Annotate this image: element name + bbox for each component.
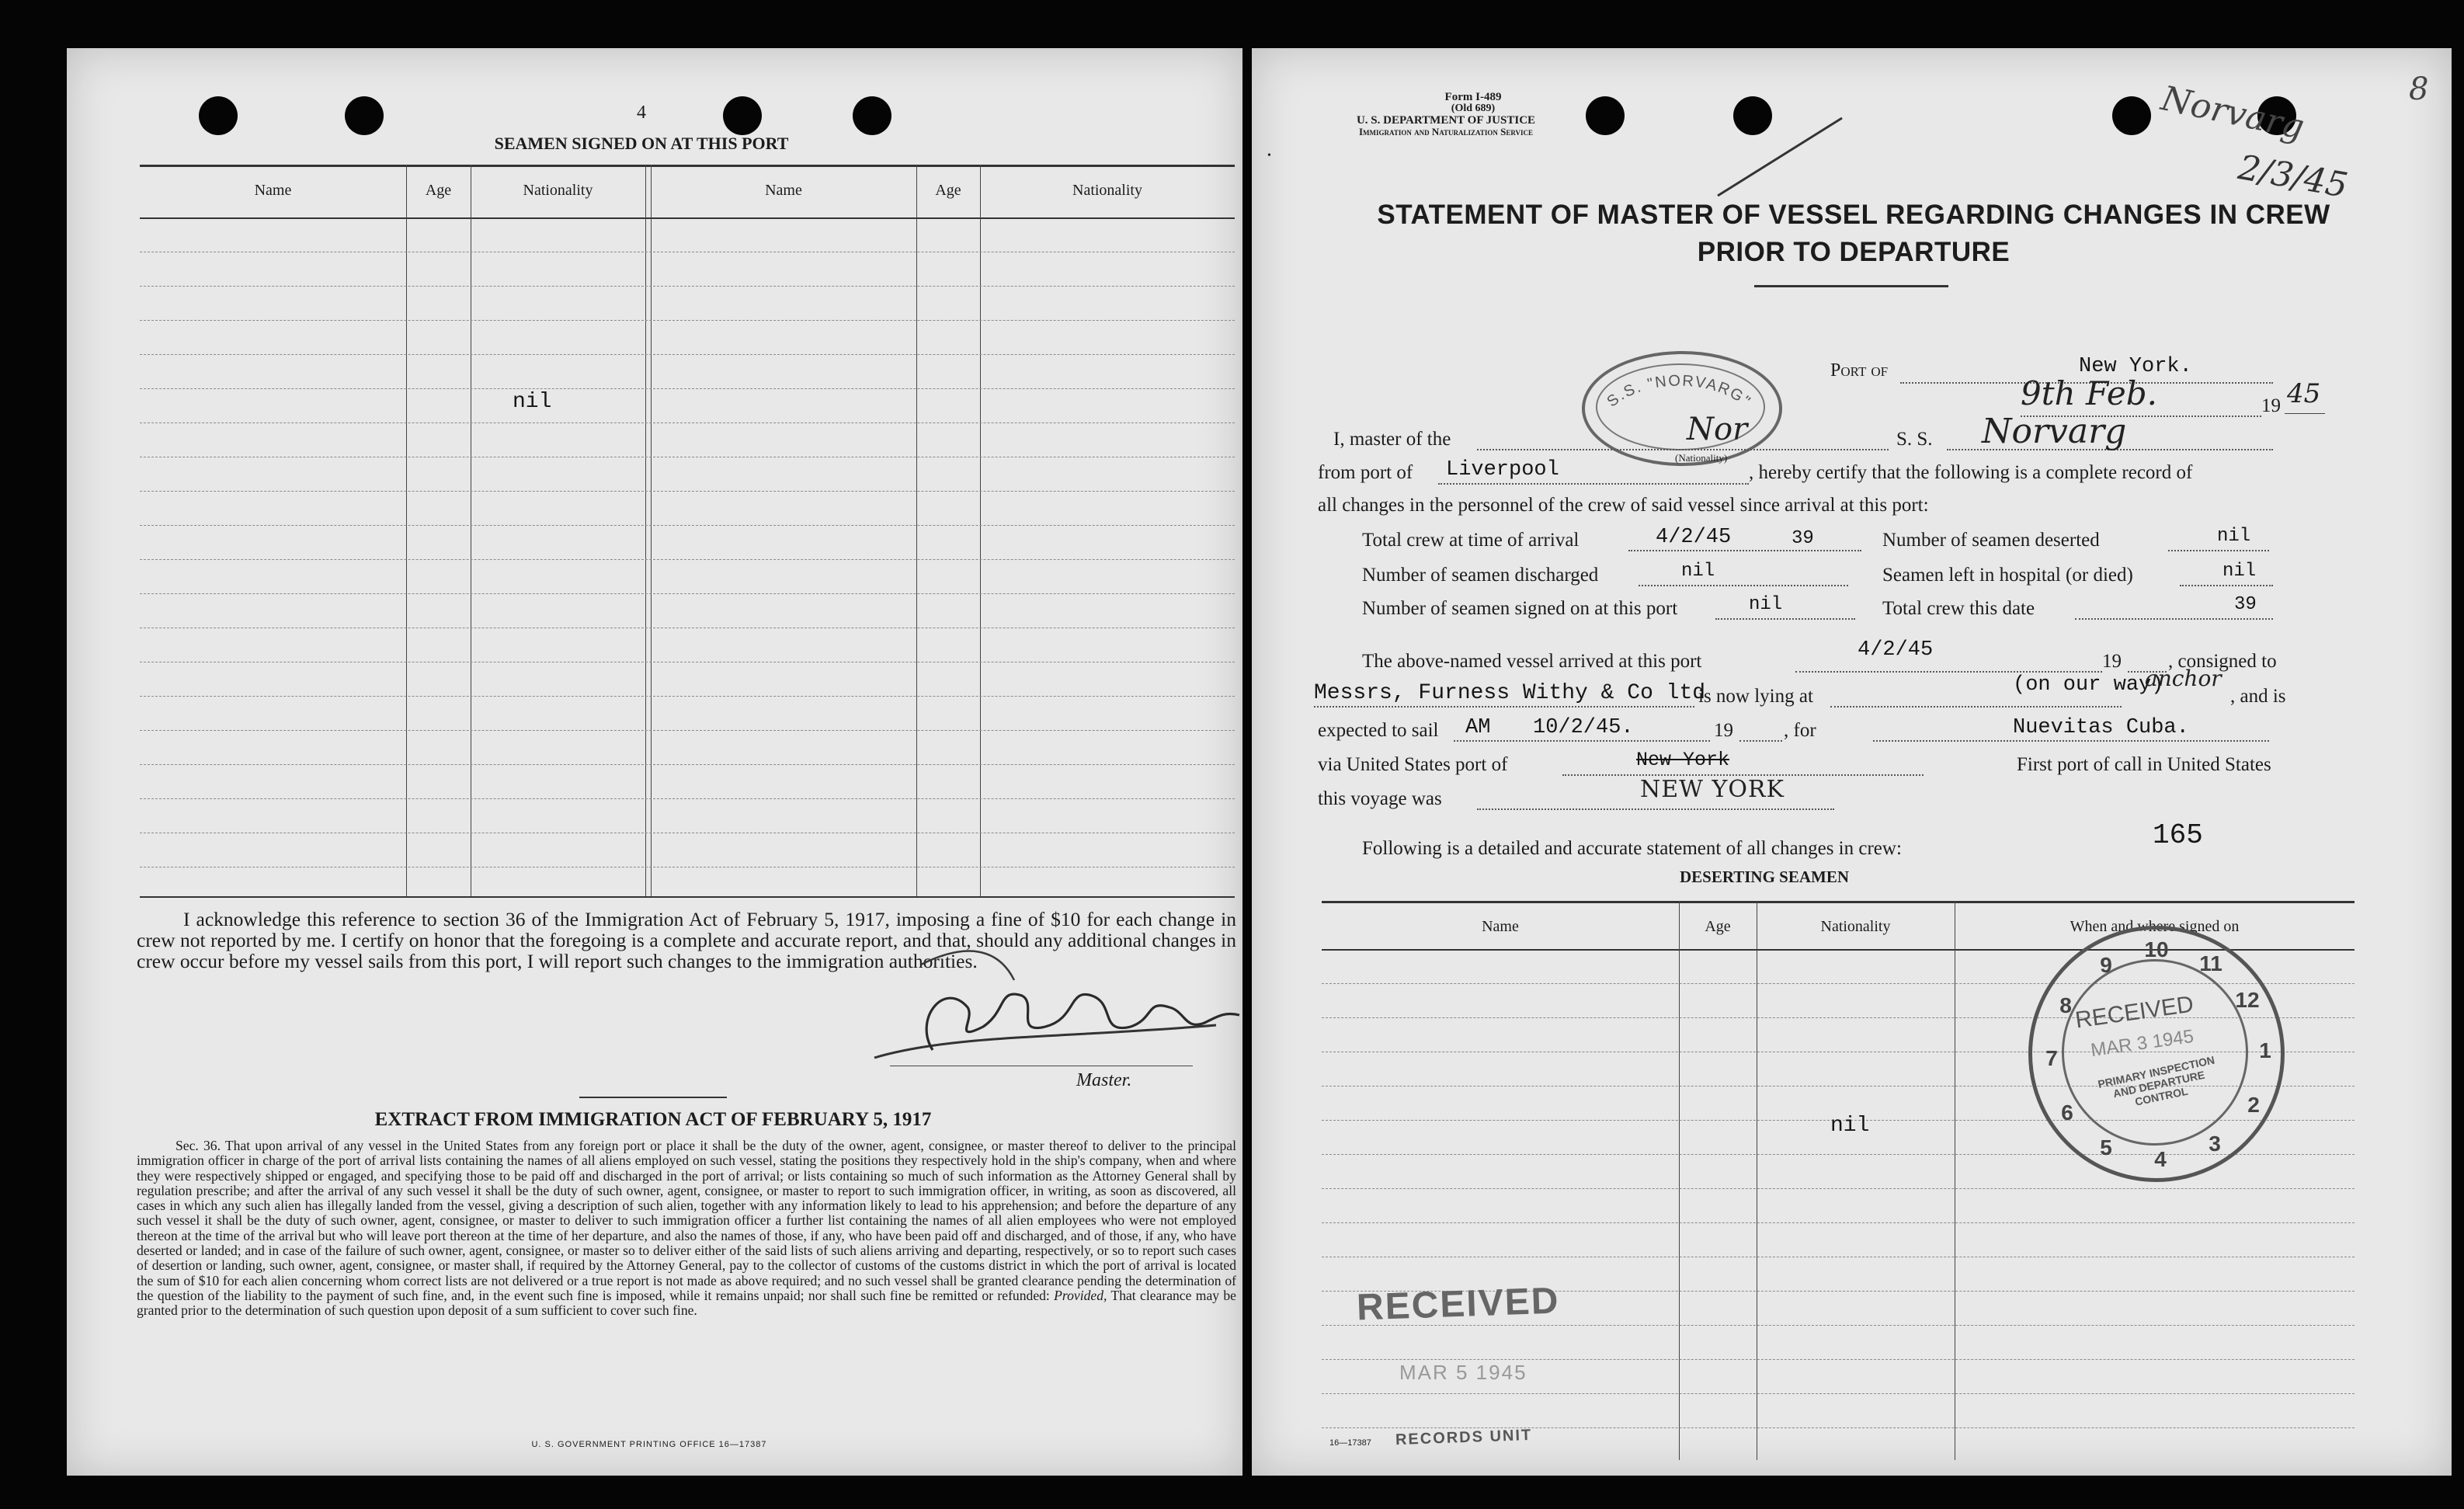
sail-ampm: AM: [1465, 716, 1491, 739]
year-suffix: 45: [2287, 378, 2321, 409]
master-label: Master.: [1076, 1070, 1132, 1090]
pen-stroke: [1702, 110, 1858, 203]
svg-text:S.S. "NORVARG": [1604, 372, 1754, 410]
ring-number: 5: [2100, 1135, 2112, 1160]
form-footer: 16—17387: [1329, 1438, 1371, 1448]
and-is-label: , and is: [2230, 686, 2286, 707]
arrived-date: 4/2/45: [1858, 638, 1934, 662]
discharged-label: Number of seamen discharged: [1362, 565, 1599, 586]
form-old-number: (Old 689): [1451, 103, 1496, 114]
from-port-label: from port of: [1318, 462, 1413, 483]
column-header-age: Age: [1705, 918, 1731, 935]
extract-proviso: Provided,: [1054, 1287, 1107, 1303]
hospital-label: Seamen left in hospital (or died): [1882, 565, 2133, 586]
punch-hole: [199, 96, 238, 135]
master-of-label: I, master of the: [1333, 429, 1451, 450]
sail-label: expected to sail: [1318, 720, 1439, 741]
stamp-ring: [2028, 926, 2285, 1182]
received-stamp-2-unit: PRIMARY INSPECTION AND DEPARTURE CONTROL: [2097, 1053, 2216, 1108]
port-of-value: New York.: [2079, 355, 2192, 378]
voyage-label: this voyage was: [1318, 788, 1442, 809]
lying-at-handwritten: anchor: [2145, 666, 2222, 691]
for-label: , for: [1784, 720, 1816, 741]
corner-note-date: 2/3/45: [2235, 148, 2351, 206]
column-header-name: Name: [254, 182, 292, 199]
serial-number: 165: [2153, 819, 2203, 851]
column-header-nationality: Nationality: [1820, 918, 1891, 935]
deserted-value: nil: [2217, 526, 2251, 547]
first-port-handwritten: NEW YORK: [1640, 776, 1785, 803]
column-header-name: Name: [765, 182, 802, 199]
ring-number: 6: [2061, 1100, 2073, 1125]
punch-hole: [345, 96, 384, 135]
corner-note-vessel: Norvarg: [2157, 78, 2308, 148]
destination-value: Nuevitas Cuba.: [2013, 716, 2189, 739]
port-of-label: Port of: [1830, 360, 1889, 381]
ring-number: 12: [2235, 988, 2260, 1012]
ring-number: 1: [2259, 1038, 2271, 1062]
ring-number: 9: [2100, 953, 2112, 977]
first-port-label: First port of call in United States: [2017, 754, 2271, 775]
extract-text: [137, 1139, 1236, 1319]
extract-tail: That clearance may be granted prior to the determination of such question upon deposit of a sum sufficient to cover such fine.: [137, 1287, 1236, 1319]
hospital-value: nil: [2222, 561, 2257, 582]
total-crew-arrival-label: Total crew at time of arrival: [1362, 530, 1580, 551]
ring-number: 4: [2154, 1147, 2167, 1171]
date-handwritten: 9th Feb.: [2021, 374, 2157, 412]
extract-title: EXTRACT FROM IMMIGRATION ACT OF FEBRUARY 5, 1917: [374, 1109, 932, 1130]
lying-at-typed: (on our way): [2013, 673, 2164, 697]
vessel-stamp-text: S.S. "NORVARG": [1604, 372, 1755, 411]
lying-at-label: is now lying at: [1698, 686, 1813, 707]
service-name: Immigration and Naturalization Service: [1358, 126, 1534, 137]
sail-date: 10/2/45.: [1533, 716, 1634, 739]
deserting-entry-nil: nil: [1830, 1114, 1870, 1138]
form-number: Form I-489: [1444, 91, 1502, 103]
ring-number: 8: [2059, 993, 2072, 1017]
corner-mark: 8: [2409, 71, 2429, 107]
ring-number: 11: [2199, 951, 2222, 975]
ring-number: 2: [2247, 1093, 2260, 1117]
punch-hole: [853, 96, 891, 135]
right-page: [1252, 48, 2452, 1476]
discharged-value: nil: [1681, 561, 1715, 582]
received-stamp-2-date: MAR 3 1945: [2089, 1025, 2195, 1062]
ss-label: S. S.: [1896, 429, 1933, 450]
certification-paragraph: I acknowledge this reference to section 36 of the Immigration Act of February 5, 1917, imposing a fine of $10 for each change in crew not reported by me. I certify on honor that the foregoing is a complete and accurate report, and that, should any additional changes in crew occur before my vessel sails from this port, I will report such changes to the immigration authorities.: [137, 908, 1236, 972]
deserted-label: Number of seamen deserted: [1882, 530, 2100, 551]
consignee-value: Messrs, Furness Withy & Co ltd: [1314, 681, 1706, 705]
year-prefix: 19: [2261, 395, 2281, 416]
certify-text-2: all changes in the personnel of the crew of said vessel since arrival at this port:: [1318, 495, 1929, 516]
following-label: Following is a detailed and accurate statement of all changes in crew:: [1362, 838, 1902, 859]
punch-hole: [2112, 96, 2151, 135]
extract-body: That upon arrival of any vessel in the United States from any foreign port or place it shall be the duty of the owner, agent, consignee, or master thereof to deliver to the principal immigration officer in charge of the port of arrival lists containing the names of all aliens employed on such vessel, stating the positions they respectively hold in the ship's company, when and where they were respectively shipped or engaged, and specifying those to be paid off and discharged in the port of arrival; or lists containing so much of such information as the Attorney General shall by regulation prescribe; and after the arrival of any such vessel it shall be the duty of such owner, agent, consignee, or master to report to such immigration officer, in writing, as soon as discovered, all cases in which any such alien has illegally landed from the vessel, giving a description of such alien, together with any information likely to lead to his apprehension; and before the departure of any such vessel it shall be the duty of such owner, agent, consignee, or master to deliver to such immigration officer a further list containing the names of all alien employees who were not employed thereon at the time of the arrival but who will leave port thereon at the time of her departure, and also the names of those, if any, who have been paid off and discharged, and of those, if any, who have deserted or landed; and in case of the failure of such owner, agent, consignee, or master so to deliver either of the said lists of such aliens arriving and departing, respectively, or so to report such cases of desertion or landing, such owner, agent, consignee, or master shall, if required by the Attorney General, pay to the collector of customs of the customs district in which the port of arrival is located the sum of $10 for each alien concerning whom correct lists are not delivered or a true report is not made as above required; and no such vessel shall be granted clearance pending the determination of the question of the liability to the payment of such fine, and, in the event such fine is imposed, while it remains unpaid; nor shall such fine be remitted or refunded:: [137, 1138, 1236, 1303]
records-unit-stamp: RECORDS UNIT: [1395, 1426, 1533, 1449]
left-page: [67, 48, 1242, 1476]
ring-number: 10: [2144, 937, 2169, 961]
via-port-struck: New York: [1636, 749, 1730, 771]
from-port-value: Liverpool: [1446, 458, 1559, 482]
total-crew-arrival-value: 39: [1792, 528, 1814, 549]
dot-mark: •: [1267, 150, 1271, 162]
department-name: U. S. DEPARTMENT OF JUSTICE: [1356, 114, 1536, 127]
column-header-nationality: Nationality: [1072, 182, 1142, 199]
signed-on-label: Number of seamen signed on at this port: [1362, 598, 1678, 619]
sail-year-prefix: 19: [1714, 720, 1733, 741]
deserting-heading: DESERTING SEAMEN: [1679, 868, 1850, 886]
column-header-age: Age: [935, 182, 961, 199]
column-header-age: Age: [425, 182, 452, 199]
section-heading: SEAMEN SIGNED ON AT THIS PORT: [494, 134, 789, 153]
extract-lead: Sec. 36.: [176, 1138, 221, 1153]
via-label: via United States port of: [1318, 754, 1508, 775]
received-stamp-1: RECEIVED: [1356, 1280, 1561, 1329]
column-header-name: Name: [1482, 918, 1519, 935]
arrived-year-prefix: 19: [2102, 651, 2122, 672]
punch-hole: [723, 96, 762, 135]
column-header-nationality: Nationality: [523, 182, 593, 199]
page-number: 4: [637, 103, 646, 123]
column-header-signed-on: When and where signed on: [2070, 918, 2240, 935]
form-title-line1: STATEMENT OF MASTER OF VESSEL REGARDING CHANGES IN CREW: [1377, 200, 2330, 230]
nationality-caption: (Nationality): [1675, 452, 1728, 464]
received-stamp-2: RECEIVED: [2073, 991, 2195, 1034]
signed-on-value: nil: [1749, 594, 1783, 615]
consigned-label: , consigned to: [2168, 651, 2277, 672]
arrived-label: The above-named vessel arrived at this port: [1362, 651, 1702, 672]
total-crew-arrival-date: 4/2/45: [1656, 526, 1732, 549]
ship-name-handwritten: Norvarg: [1982, 412, 2127, 451]
printer-line: U. S. GOVERNMENT PRINTING OFFICE 16—17387: [531, 1440, 767, 1449]
certify-text: , hereby certify that the following is a complete record of: [1749, 462, 2193, 483]
total-now-label: Total crew this date: [1882, 598, 2035, 619]
ring-number: 3: [2209, 1132, 2221, 1156]
form-title-line2: PRIOR TO DEPARTURE: [1697, 237, 2010, 267]
total-now-value: 39: [2234, 594, 2257, 615]
ring-number: 7: [2045, 1046, 2058, 1070]
nationality-handwritten: Nor: [1687, 412, 1748, 447]
received-stamp-1-date: MAR 5 1945: [1399, 1361, 1527, 1384]
table-entry-nil: nil: [513, 390, 552, 414]
